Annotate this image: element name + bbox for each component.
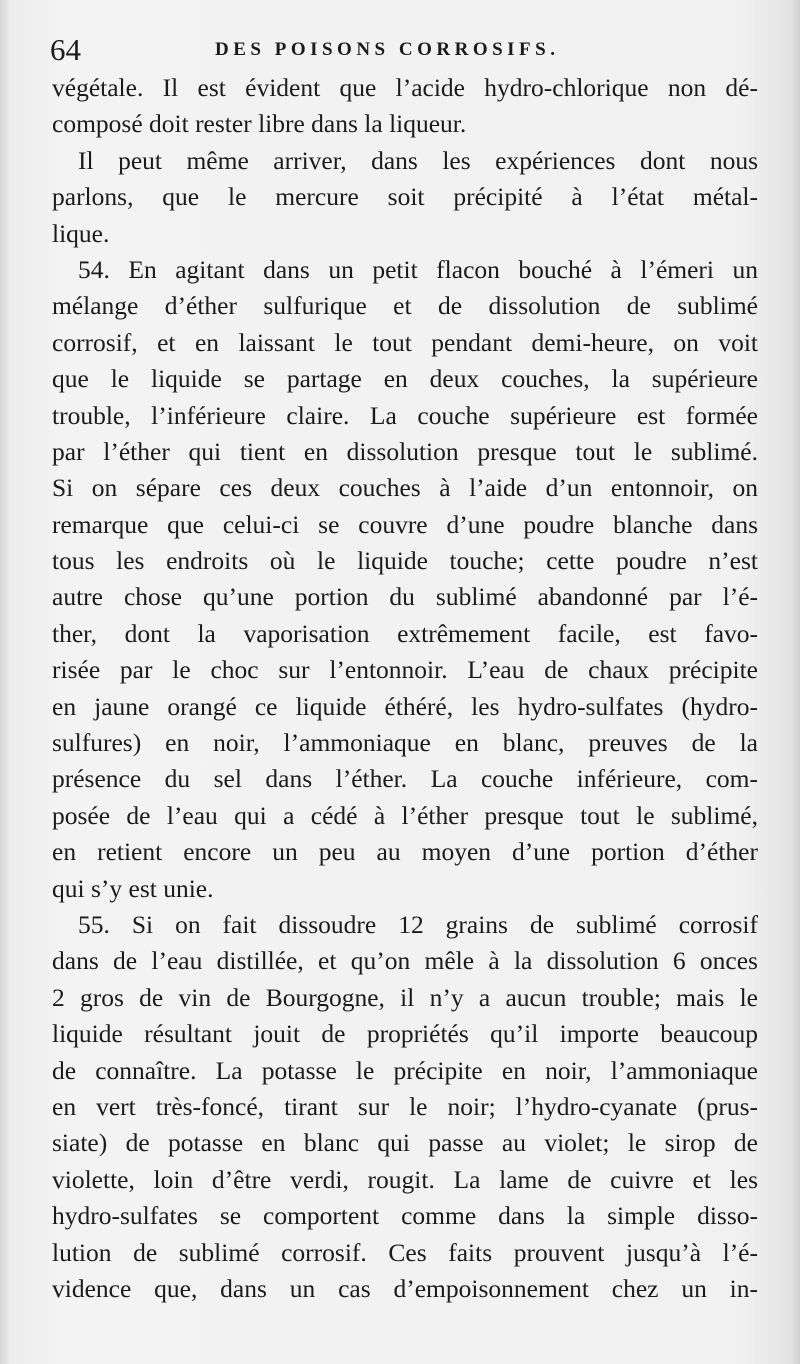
running-title: DES POISONS CORROSIFS. [215, 39, 560, 60]
text-line: Il peut même arriver, dans les expériences dont nous [78, 145, 758, 175]
text-line: risée par le choc sur l’entonnoir. L’eau de chaux précipite [52, 655, 758, 685]
text-line: 2 gros de vin de Bourgogne, il n’y a aucun trouble; mais le [52, 982, 758, 1012]
text-line: en vert très-foncé, tirant sur le noir; l’hydro-cyanate (prus- [52, 1091, 758, 1121]
text-line: en jaune orangé ce liquide éthéré, les hydro-sulfates (hydro- [52, 691, 758, 721]
page-body [52, 70, 758, 1307]
text-line: corrosif, et en laissant le tout pendant demi-heure, on voit [52, 327, 758, 357]
text-line: 55. Si on fait dissoudre 12 grains de sublimé corrosif [78, 909, 758, 939]
text-line: que le liquide se partage en deux couches, la supérieure [52, 364, 758, 394]
text-line: liquide résultant jouit de propriétés qu’il importe beaucoup [52, 1019, 758, 1049]
text-line: présence du sel dans l’éther. La couche inférieure, com- [52, 764, 758, 794]
text-line: composé doit rester libre dans la liqueur. [52, 109, 467, 139]
text-line: posée de l’eau qui a cédé à l’éther presque tout le sublimé, [52, 800, 758, 830]
text-line: Si on sépare ces deux couches à l’aide d’un entonnoir, on [52, 473, 758, 503]
text-line: végétale. Il est évident que l’acide hydro-chlorique non dé- [52, 73, 758, 102]
text-line: 54. En agitant dans un petit flacon bouché à l’émeri un [78, 254, 758, 284]
text-line: lution de sublimé corrosif. Ces faits prouvent jusqu’à l’é- [52, 1237, 758, 1267]
text-line: mélange d’éther sulfurique et de dissolution de sublimé [52, 291, 758, 321]
text-line: parlons, que le mercure soit précipité à l’état métal- [52, 182, 758, 212]
text-line: vidence que, dans un cas d’empoisonnement chez un in- [52, 1273, 758, 1303]
text-line: siate) de potasse en blanc qui passe au violet; le sirop de [52, 1128, 758, 1158]
text-line: de connaître. La potasse le précipite en noir, l’ammoniaque [52, 1055, 758, 1085]
text-line: hydro-sulfates se comportent comme dans la simple disso- [52, 1201, 758, 1231]
text-line: dans de l’eau distillée, et qu’on mêle à la dissolution 6 onces [52, 946, 758, 976]
text-line: par l’éther qui tient en dissolution presque tout le sublimé. [52, 436, 758, 466]
text-line: lique. [52, 218, 110, 248]
text-line: sulfures) en noir, l’ammoniaque en blanc, preuves de la [52, 728, 758, 758]
text-line: tous les endroits où le liquide touche; cette poudre n’est [52, 546, 758, 576]
text-line: trouble, l’inférieure claire. La couche supérieure est formée [52, 400, 758, 430]
text-line: en retient encore un peu au moyen d’une portion d’éther [52, 837, 758, 867]
text-line: remarque que celui-ci se couvre d’une poudre blanche dans [52, 509, 758, 539]
page-number: 64 [50, 32, 81, 67]
page-header [50, 30, 760, 70]
text-line: ther, dont la vaporisation extrêmement facile, est favo- [52, 618, 758, 648]
text-line: qui s’y est unie. [52, 873, 214, 903]
text-line: autre chose qu’une portion du sublimé abandonné par l’é- [52, 582, 758, 612]
text-line: violette, loin d’être verdi, rougit. La lame de cuivre et les [52, 1164, 758, 1194]
